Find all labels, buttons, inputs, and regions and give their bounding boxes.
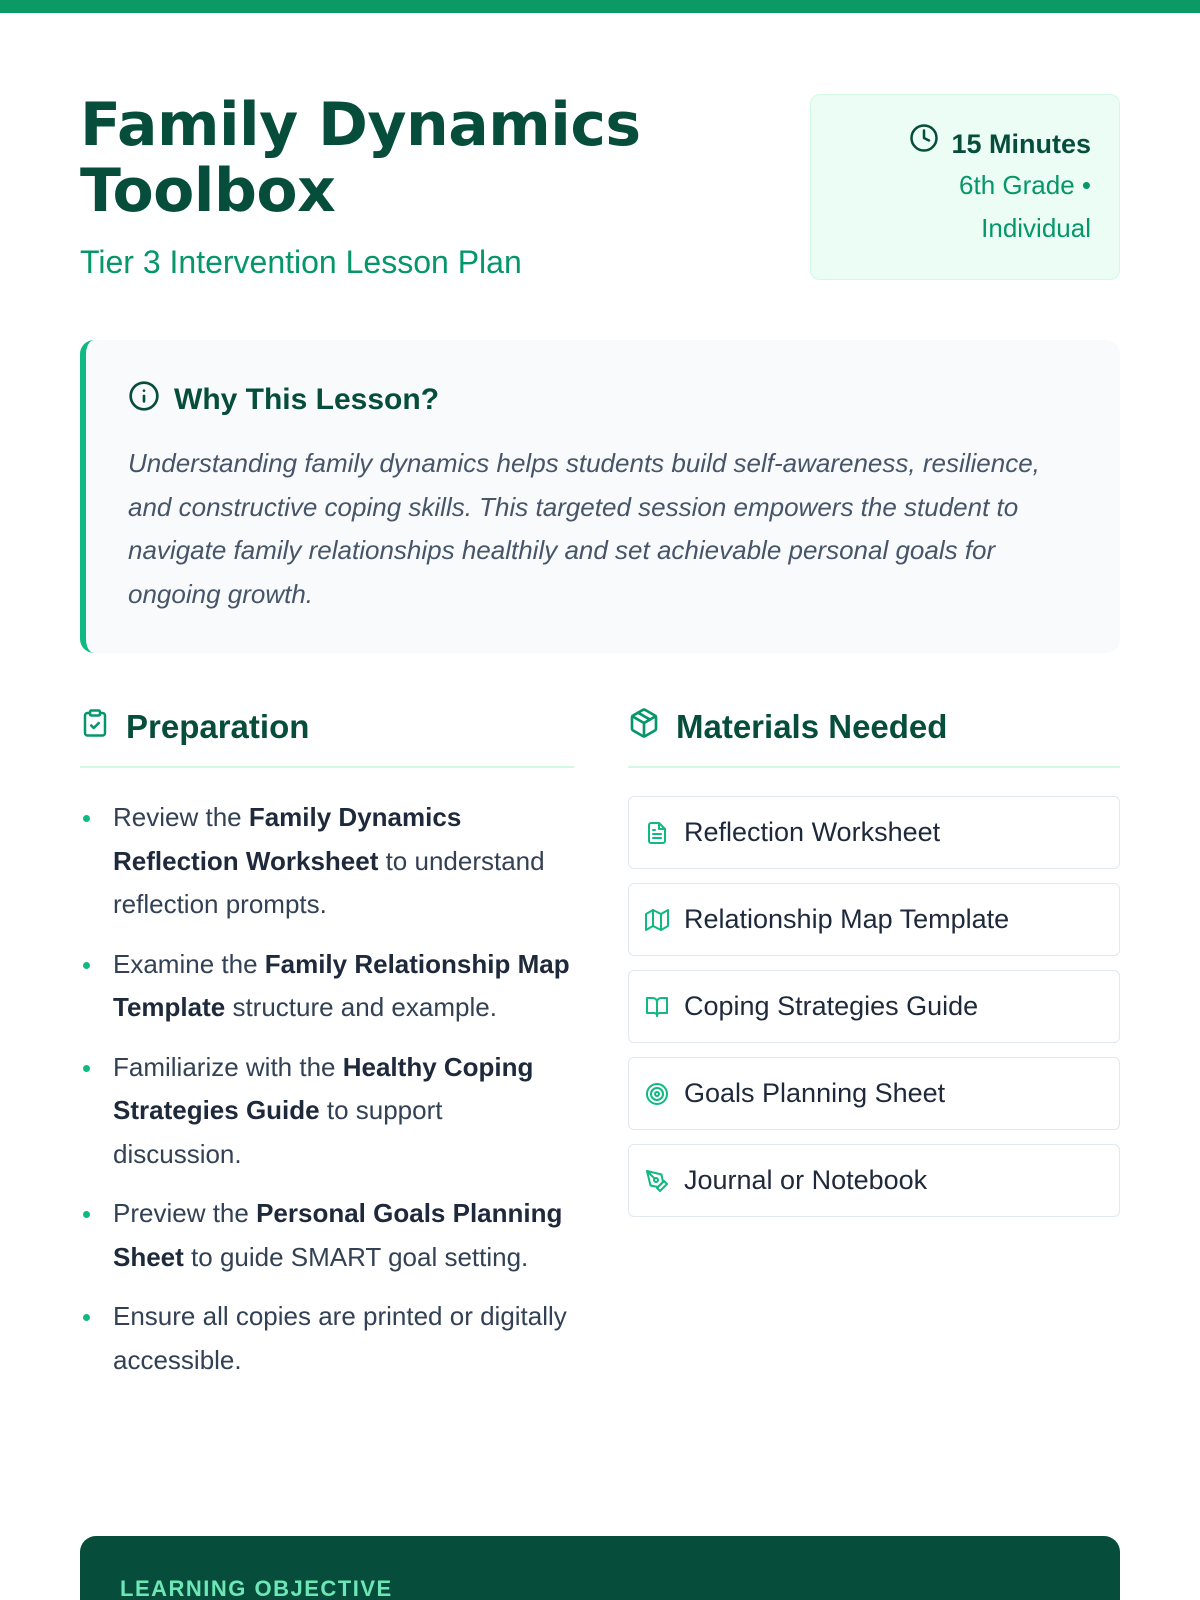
format-text: Individual [981, 213, 1091, 243]
target-icon [644, 1081, 670, 1107]
material-coping-guide [628, 970, 1120, 1043]
page-subtitle: Tier 3 Intervention Lesson Plan [80, 244, 522, 280]
lesson-meta-card [810, 94, 1120, 280]
material-label: Reflection Worksheet [684, 817, 941, 847]
why-heading-row [128, 380, 1080, 420]
page-title [80, 92, 720, 224]
list-item: Preview the Personal Goals Planning Sheet to guide SMART goal setting. [80, 1192, 574, 1279]
why-heading: Why This Lesson? [174, 383, 440, 416]
materials-list [628, 796, 1120, 1231]
why-this-lesson-box [80, 340, 1120, 653]
learning-objective-panel [80, 1536, 1120, 1600]
list-item: Review the Family Dynamics Reflection Worksheet to understand reflection prompts. [80, 796, 574, 927]
material-label: Goals Planning Sheet [684, 1078, 946, 1108]
material-label: Coping Strategies Guide [684, 991, 979, 1021]
material-label: Journal or Notebook [684, 1165, 928, 1195]
why-text: Understanding family dynamics helps students build self-awareness, resilience, and constructive coping skills. This targeted session empowers the student to navigate family relationships healthily and set achievable personal goals for ongoing growth. [128, 448, 1040, 609]
title-line-2: Toolbox [80, 156, 336, 226]
materials-heading [628, 710, 1120, 768]
materials-heading-text: Materials Needed [676, 708, 948, 745]
title-line-1: Family Dynamics [80, 90, 641, 160]
duration-row [811, 123, 1091, 164]
material-relationship-map [628, 883, 1120, 956]
package-icon [628, 707, 660, 747]
file-text-icon [644, 820, 670, 846]
material-goals-sheet [628, 1057, 1120, 1130]
list-item: Familiarize with the Healthy Coping Strategies Guide to support discussion. [80, 1046, 574, 1177]
duration-text: 15 Minutes [951, 128, 1091, 159]
clock-icon [909, 123, 939, 164]
list-item: Ensure all copies are printed or digitally accessible. [80, 1295, 574, 1382]
grade-text: 6th Grade • [959, 170, 1091, 200]
material-label: Relationship Map Template [684, 904, 1010, 934]
preparation-heading-text: Preparation [126, 708, 310, 745]
preparation-list [80, 796, 574, 1398]
material-journal [628, 1144, 1120, 1217]
info-icon [128, 380, 160, 420]
preparation-heading [80, 710, 574, 768]
book-open-icon [644, 994, 670, 1020]
top-accent-bar [0, 0, 1200, 13]
map-icon [644, 907, 670, 933]
material-reflection-worksheet [628, 796, 1120, 869]
lesson-header [80, 92, 1120, 292]
list-item: Examine the Family Relationship Map Template structure and example. [80, 943, 574, 1030]
pen-tool-icon [644, 1168, 670, 1194]
objective-label: LEARNING OBJECTIVE [120, 1576, 393, 1600]
clipboard-check-icon [80, 708, 110, 746]
